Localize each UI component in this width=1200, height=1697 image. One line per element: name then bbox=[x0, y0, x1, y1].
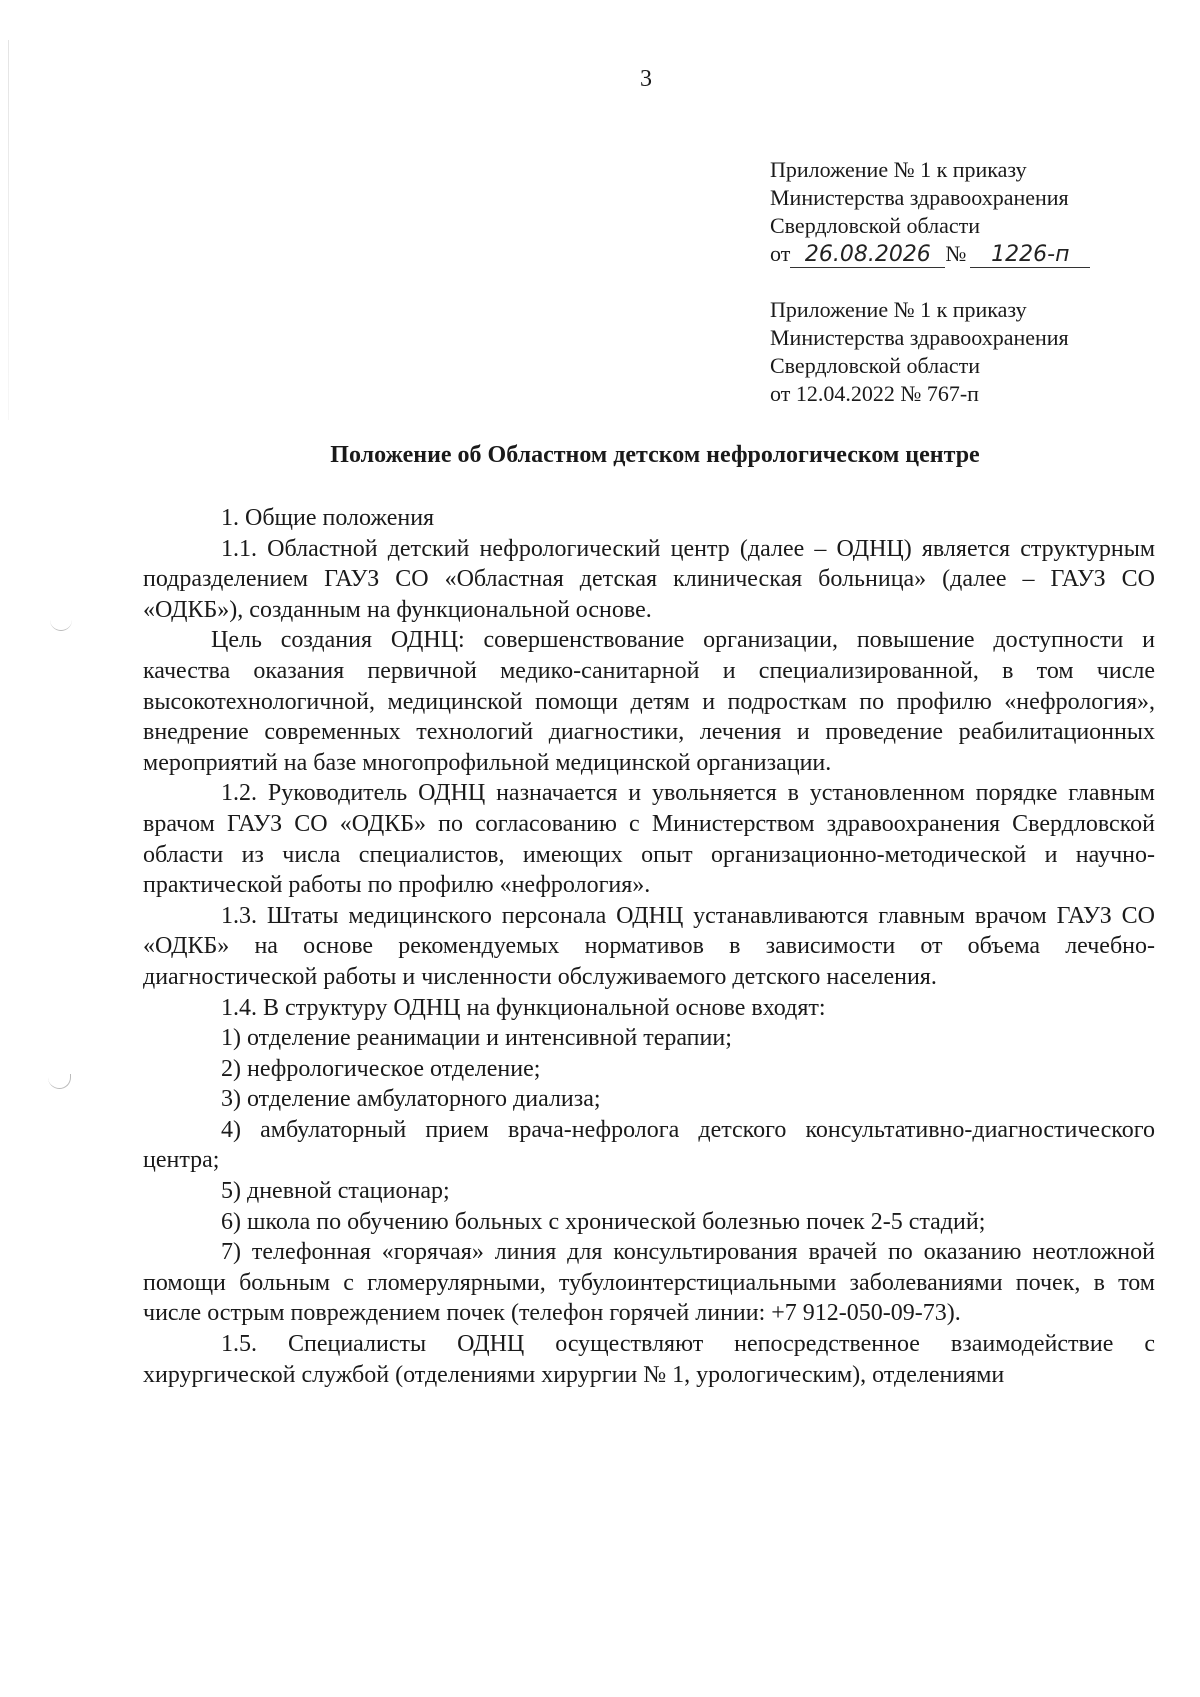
appendix-order-line bbox=[770, 240, 1170, 268]
list-item: 7) телефонная «горячая» линия для консультирования врачей по оказанию неотложной помощи больным с гломерулярными, тубулоинтерстициальными заболеваниями почек, в том числе острым повреждением почек (телефон горячей линии: +7 912-050-09-73). bbox=[143, 1239, 1155, 1327]
section-heading: 1. Общие положения bbox=[221, 505, 435, 531]
list-item: 3) отделение амбулаторного диализа; bbox=[221, 1086, 601, 1113]
scan-hole-mark bbox=[48, 1074, 71, 1089]
page-number: 3 bbox=[640, 66, 652, 92]
paragraph: 1.1. Областной детский нефрологический центр (далее – ОДНЦ) является структурным подразделением ГАУЗ СО «Областная детская клиническая больница» (далее – ГАУЗ СО «ОДКБ»), созданным на функциональной основе. bbox=[143, 535, 1155, 623]
paragraph: Цель создания ОДНЦ: совершенствование организации, повышение доступности и качества оказания первичной медико-санитарной и специализированной, в том числе высокотехнологичной, медицинской помощи детям и подросткам по профилю «нефрология», внедрение современных технологий диагностики, лечения и проведение реабилитационных мероприятий на базе многопрофильной медицинской организации. bbox=[143, 627, 1155, 776]
appendix-header-previous bbox=[770, 296, 1170, 408]
paragraph: 1.3. Штаты медицинского персонала ОДНЦ устанавливаются главным врачом ГАУЗ СО «ОДКБ» на основе рекомендуемых нормативов в зависимости от объема лечебно-диагностической работы и численности обслуживаемого детского населения. bbox=[143, 902, 1155, 990]
document-title: Положение об Областном детском нефрологическом центре bbox=[330, 442, 980, 468]
appendix-line: Министерства здравоохранения bbox=[770, 325, 1069, 350]
appendix-line: Министерства здравоохранения bbox=[770, 185, 1069, 210]
appendix-header-current bbox=[770, 156, 1170, 268]
appendix-line: Приложение № 1 к приказу bbox=[770, 297, 1027, 322]
appendix-line: от 12.04.2022 № 767-п bbox=[770, 381, 979, 406]
document-body bbox=[143, 503, 1155, 1390]
list-item: 6) школа по обучению больных с хронической болезнью почек 2-5 стадий; bbox=[221, 1208, 986, 1235]
paragraph: 1.2. Руководитель ОДНЦ назначается и увольняется в установленном порядке главным врачом ГАУЗ СО «ОДКБ» по согласованию с Министерством здравоохранения Свердловской области из числа специалистов, имеющих опыт организационно-методической и научно-практической работы по профилю «нефрология». bbox=[143, 780, 1155, 899]
appendix-line: Приложение № 1 к приказу bbox=[770, 157, 1027, 182]
handwritten-date: 26.08.2026 bbox=[790, 243, 945, 268]
date-prefix: от bbox=[770, 241, 791, 266]
scan-hole-mark bbox=[50, 616, 72, 631]
appendix-line: Свердловской области bbox=[770, 353, 980, 378]
scan-edge-shadow bbox=[8, 40, 9, 420]
list-item: 5) дневной стационар; bbox=[221, 1178, 450, 1205]
list-item: 1) отделение реанимации и интенсивной терапии; bbox=[221, 1025, 732, 1052]
number-prefix: № bbox=[945, 241, 967, 266]
paragraph: 1.4. В структуру ОДНЦ на функциональной основе входят: bbox=[221, 994, 826, 1021]
appendix-line: Свердловской области bbox=[770, 213, 980, 238]
list-item: 4) амбулаторный прием врача-нефролога детского консультативно-диагностического центра; bbox=[143, 1116, 1155, 1174]
handwritten-order-number: 1226-п bbox=[970, 243, 1090, 268]
list-item: 2) нефрологическое отделение; bbox=[221, 1055, 541, 1082]
paragraph: 1.5. Специалисты ОДНЦ осуществляют непосредственное взаимодействие с хирургической службой (отделениями хирургии № 1, урологическим), отделениями bbox=[143, 1331, 1155, 1388]
